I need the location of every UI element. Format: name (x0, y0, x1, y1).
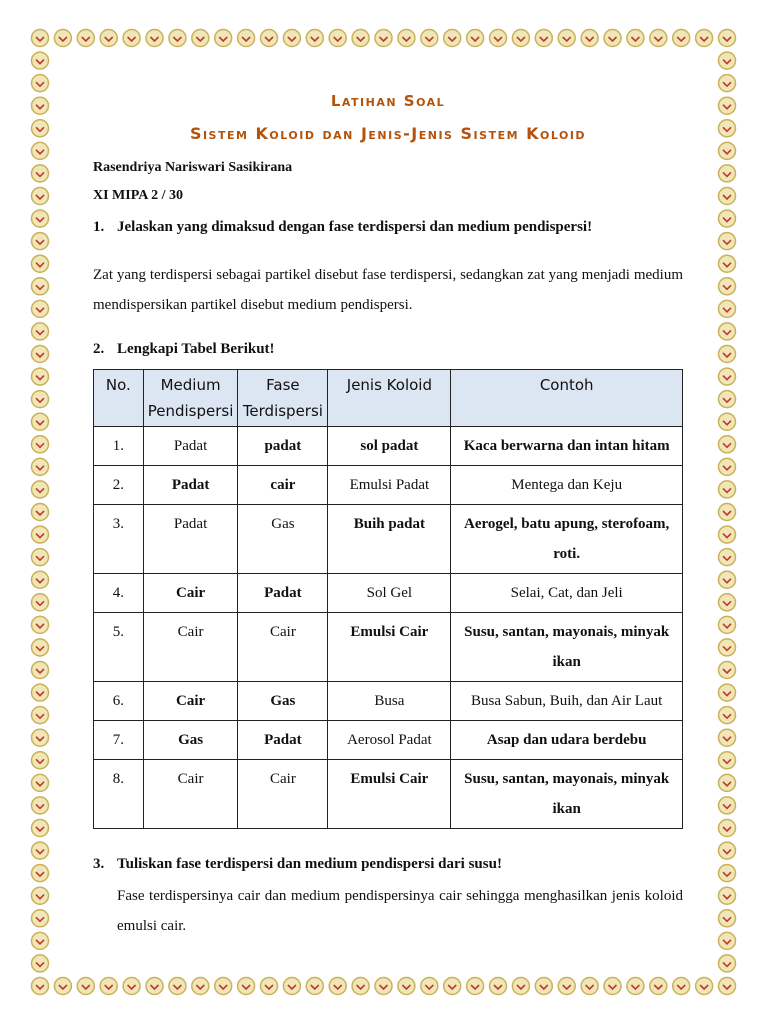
table-row (94, 505, 683, 574)
border-badge-icon (32, 842, 49, 859)
cell-contoh: Busa Sabun, Buih, dan Air Laut (451, 682, 683, 721)
question-1-number: 1. (93, 219, 105, 235)
cell-fase: padat (238, 427, 328, 466)
border-badge-icon (54, 978, 71, 995)
cell-no: 1. (94, 427, 144, 466)
border-badge-icon (32, 391, 49, 408)
border-badge-icon (719, 75, 736, 92)
table-row (94, 466, 683, 505)
border-badge-icon (32, 233, 49, 250)
border-badge-icon (32, 255, 49, 272)
border-badge-icon (719, 30, 736, 47)
border-badge-icon (32, 752, 49, 769)
border-badge-icon (32, 797, 49, 814)
border-badge-icon (467, 30, 484, 47)
border-badge-icon (32, 323, 49, 340)
border-badge-icon (261, 30, 278, 47)
border-badge-icon (329, 30, 346, 47)
border-badge-icon (719, 504, 736, 521)
border-badge-icon (32, 774, 49, 791)
border-badge-icon (719, 188, 736, 205)
koloid-table (93, 369, 683, 829)
border-badge-icon (32, 97, 49, 114)
cell-no: 3. (94, 505, 144, 574)
border-badge-icon (719, 413, 736, 430)
border-badge-icon (719, 865, 736, 882)
cell-medium: Padat (143, 505, 238, 574)
cell-fase: Padat (238, 721, 328, 760)
cell-contoh: Susu, santan, mayonais, minyak ikan (451, 760, 683, 829)
border-badge-icon (32, 120, 49, 137)
border-badge-icon (719, 52, 736, 69)
student-class: XI MIPA 2 / 30 (93, 188, 183, 203)
cell-fase: Padat (238, 574, 328, 613)
border-badge-icon (719, 391, 736, 408)
table-row (94, 574, 683, 613)
cell-medium: Padat (143, 427, 238, 466)
border-badge-icon (329, 978, 346, 995)
border-badge-icon (719, 300, 736, 317)
border-badge-icon (32, 910, 49, 927)
border-badge-icon (32, 346, 49, 363)
border-badge-icon (215, 30, 232, 47)
cell-no: 8. (94, 760, 144, 829)
border-badge-icon (32, 30, 49, 47)
cell-fase: Gas (238, 682, 328, 721)
border-badge-icon (169, 30, 186, 47)
border-badge-icon (535, 978, 552, 995)
border-badge-icon (283, 978, 300, 995)
border-badge-icon (650, 30, 667, 47)
border-badge-icon (32, 142, 49, 159)
cell-jenis: Emulsi Cair (328, 613, 451, 682)
border-badge-icon (123, 978, 140, 995)
border-badge-icon (558, 30, 575, 47)
border-badge-icon (719, 97, 736, 114)
border-badge-icon (32, 932, 49, 949)
border-badge-icon (719, 797, 736, 814)
border-badge-icon (421, 978, 438, 995)
answer-3: Fase terdispersinya cair dan medium pendispersinya cair sehingga menghasilkan jenis koloid emulsi cair. (117, 888, 683, 934)
header-medium-pendispersi: Medium Pendispersi (143, 370, 238, 427)
cell-medium: Padat (143, 466, 238, 505)
border-badge-icon (306, 30, 323, 47)
border-badge-icon (32, 52, 49, 69)
question-2-text: Lengkapi Tabel Berikut! (117, 341, 275, 357)
border-badge-icon (192, 30, 209, 47)
cell-jenis: Buih padat (328, 505, 451, 574)
question-1 (93, 219, 683, 259)
border-badge-icon (512, 978, 529, 995)
cell-medium: Gas (143, 721, 238, 760)
border-badge-icon (627, 978, 644, 995)
border-badge-icon (696, 978, 713, 995)
border-badge-icon (238, 30, 255, 47)
cell-medium: Cair (143, 682, 238, 721)
question-3-number: 3. (93, 856, 105, 872)
cell-contoh: Kaca berwarna dan intan hitam (451, 427, 683, 466)
table-row (94, 760, 683, 829)
border-badge-icon (719, 142, 736, 159)
border-badge-icon (238, 978, 255, 995)
border-badge-icon (581, 978, 598, 995)
border-badge-icon (719, 729, 736, 746)
border-badge-icon (32, 684, 49, 701)
cell-fase: Cair (238, 760, 328, 829)
border-badge-icon (32, 436, 49, 453)
border-badge-icon (398, 978, 415, 995)
border-badge-icon (673, 978, 690, 995)
border-badge-icon (719, 368, 736, 385)
answer-1: Zat yang terdispersi sebagai partikel disebut fase terdispersi, sedangkan zat yang menjadi medium mendispersikan partikel disebut medium pendispersi. (93, 267, 683, 313)
border-badge-icon (32, 729, 49, 746)
border-badge-icon (444, 978, 461, 995)
cell-no: 7. (94, 721, 144, 760)
cell-jenis: Emulsi Cair (328, 760, 451, 829)
border-badge-icon (719, 662, 736, 679)
border-badge-icon (467, 978, 484, 995)
border-badge-icon (719, 481, 736, 498)
question-2-number: 2. (93, 341, 105, 357)
border-badge-icon (604, 30, 621, 47)
border-badge-icon (581, 30, 598, 47)
border-badge-icon (32, 978, 49, 995)
cell-contoh: Asap dan udara berdebu (451, 721, 683, 760)
question-3 (93, 856, 683, 876)
border-badge-icon (375, 978, 392, 995)
border-badge-icon (719, 707, 736, 724)
border-badge-icon (719, 887, 736, 904)
worksheet-title: Latihan Soal (330, 92, 446, 110)
border-badge-icon (719, 910, 736, 927)
cell-jenis: sol padat (328, 427, 451, 466)
border-badge-icon (719, 571, 736, 588)
border-badge-icon (32, 278, 49, 295)
border-badge-icon (535, 30, 552, 47)
border-badge-icon (650, 978, 667, 995)
cell-contoh: Susu, santan, mayonais, minyak ikan (451, 613, 683, 682)
border-badge-icon (32, 571, 49, 588)
border-badge-icon (696, 30, 713, 47)
border-badge-icon (32, 526, 49, 543)
border-badge-icon (32, 887, 49, 904)
border-badge-icon (398, 30, 415, 47)
border-badge-icon (719, 639, 736, 656)
cell-contoh: Selai, Cat, dan Jeli (451, 574, 683, 613)
border-badge-icon (604, 978, 621, 995)
border-badge-icon (719, 323, 736, 340)
border-badge-icon (146, 30, 163, 47)
border-badge-icon (32, 368, 49, 385)
cell-no: 4. (94, 574, 144, 613)
border-badge-icon (32, 210, 49, 227)
border-badge-icon (719, 978, 736, 995)
border-badge-icon (32, 188, 49, 205)
border-badge-icon (444, 30, 461, 47)
worksheet-subtitle: Sistem Koloid dan Jenis-Jenis Sistem Koloid (189, 124, 587, 143)
border-badge-icon (719, 526, 736, 543)
border-badge-icon (719, 684, 736, 701)
border-badge-icon (32, 75, 49, 92)
border-badge-icon (375, 30, 392, 47)
border-badge-icon (719, 458, 736, 475)
border-badge-icon (719, 955, 736, 972)
border-badge-icon (32, 639, 49, 656)
border-badge-icon (719, 932, 736, 949)
cell-fase: cair (238, 466, 328, 505)
header-fase-terdispersi: Fase Terdispersi (238, 370, 328, 427)
border-badge-icon (32, 165, 49, 182)
border-badge-icon (719, 774, 736, 791)
cell-contoh: Mentega dan Keju (451, 466, 683, 505)
border-badge-icon (32, 594, 49, 611)
border-badge-icon (32, 616, 49, 633)
border-badge-icon (32, 820, 49, 837)
question-2 (93, 341, 683, 361)
border-badge-icon (306, 978, 323, 995)
header-jenis-koloid: Jenis Koloid (328, 370, 451, 427)
question-3-text: Tuliskan fase terdispersi dan medium pendispersi dari susu! (117, 856, 502, 872)
border-badge-icon (719, 436, 736, 453)
border-badge-icon (719, 233, 736, 250)
cell-jenis: Aerosol Padat (328, 721, 451, 760)
border-badge-icon (32, 662, 49, 679)
border-badge-icon (192, 978, 209, 995)
cell-contoh: Aerogel, batu apung, sterofoam, roti. (451, 505, 683, 574)
border-badge-icon (32, 707, 49, 724)
border-badge-icon (32, 955, 49, 972)
border-badge-icon (100, 978, 117, 995)
cell-jenis: Busa (328, 682, 451, 721)
border-badge-icon (719, 820, 736, 837)
table-header-row (94, 370, 683, 427)
cell-medium: Cair (143, 574, 238, 613)
border-badge-icon (719, 120, 736, 137)
border-badge-icon (719, 346, 736, 363)
border-badge-icon (32, 413, 49, 430)
cell-jenis: Emulsi Padat (328, 466, 451, 505)
border-badge-icon (627, 30, 644, 47)
border-badge-icon (146, 978, 163, 995)
table-row (94, 682, 683, 721)
cell-fase: Cair (238, 613, 328, 682)
border-badge-icon (32, 549, 49, 566)
table-row (94, 613, 683, 682)
border-badge-icon (77, 978, 94, 995)
border-badge-icon (32, 865, 49, 882)
border-badge-icon (215, 978, 232, 995)
border-badge-icon (123, 30, 140, 47)
border-badge-icon (169, 978, 186, 995)
cell-no: 6. (94, 682, 144, 721)
header-contoh: Contoh (451, 370, 683, 427)
border-badge-icon (32, 300, 49, 317)
border-badge-icon (32, 481, 49, 498)
border-badge-icon (77, 30, 94, 47)
border-badge-icon (261, 978, 278, 995)
table-row (94, 427, 683, 466)
border-badge-icon (719, 752, 736, 769)
cell-no: 5. (94, 613, 144, 682)
border-badge-icon (719, 616, 736, 633)
cell-medium: Cair (143, 613, 238, 682)
border-badge-icon (421, 30, 438, 47)
border-badge-icon (719, 210, 736, 227)
border-badge-icon (352, 978, 369, 995)
cell-medium: Cair (143, 760, 238, 829)
border-badge-icon (719, 842, 736, 859)
cell-no: 2. (94, 466, 144, 505)
border-badge-icon (512, 30, 529, 47)
border-badge-icon (719, 165, 736, 182)
cell-fase: Gas (238, 505, 328, 574)
cell-jenis: Sol Gel (328, 574, 451, 613)
border-badge-icon (32, 504, 49, 521)
border-badge-icon (558, 978, 575, 995)
table-row (94, 721, 683, 760)
border-badge-icon (719, 549, 736, 566)
question-1-text: Jelaskan yang dimaksud dengan fase terdispersi dan medium pendispersi! (117, 219, 593, 235)
border-badge-icon (352, 30, 369, 47)
border-badge-icon (719, 255, 736, 272)
border-badge-icon (32, 458, 49, 475)
student-name: Rasendriya Nariswari Sasikirana (93, 160, 293, 175)
border-badge-icon (54, 30, 71, 47)
border-badge-icon (490, 978, 507, 995)
border-badge-icon (673, 30, 690, 47)
border-badge-icon (719, 278, 736, 295)
border-badge-icon (100, 30, 117, 47)
header-no: No. (94, 370, 144, 427)
border-badge-icon (283, 30, 300, 47)
border-badge-icon (719, 594, 736, 611)
border-badge-icon (490, 30, 507, 47)
